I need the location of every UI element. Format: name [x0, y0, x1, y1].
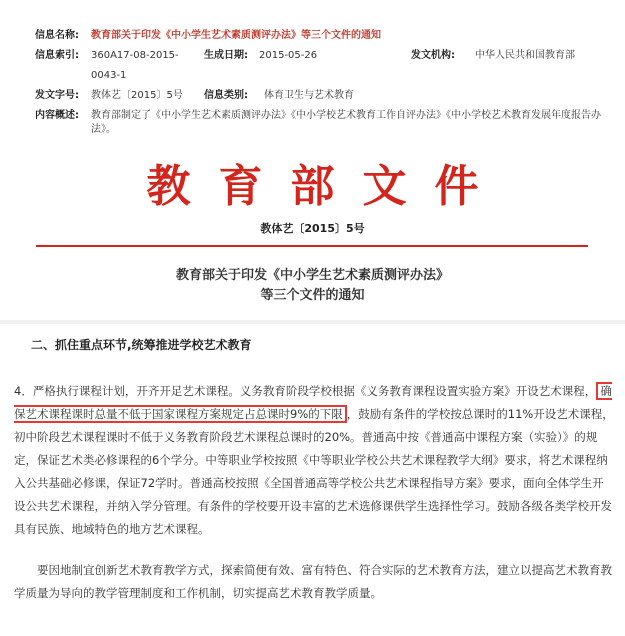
meta-title-label: 信息名称:	[35, 30, 79, 41]
document-number: 教体艺〔2015〕5号	[260, 222, 365, 235]
meta-issuer-label: 发文机构:	[411, 50, 455, 61]
article-body	[14, 380, 614, 623]
meta-date-label: 生成日期:	[204, 50, 248, 61]
meta-category-label: 信息类别:	[204, 90, 248, 101]
ministry-document-banner: 教育部文件	[146, 161, 507, 212]
paragraph-1-rest: ，鼓励有条件的学校按总课时的11%开设艺术课程，初中阶段艺术课程课时不低于义务教育阶段艺术课程总课时的20%。普通高中按《普通高中课程方案（实验）》的规定，保证艺术类必修课程的6个学分。中等职业学校按照《中等职业学校公共艺术课程教学大纲》要求，将艺术课程纳入公共基础必修课，保证72学时。普通高校按照《全国普通高等学校公共艺术课程指导方案》要求，面向全体学生开设公共艺术课程，并纳入学分管理。有条件的学校要开设丰富的艺术选修课供学生选择性学习。鼓励各级各类学校开发具有民族、地域特色的地方艺术课程。	[14, 407, 614, 536]
meta-docno-value: 教体艺〔2015〕5号	[91, 90, 183, 101]
paragraph-1	[14, 380, 614, 541]
paragraph-2: 要因地制宜创新艺术教育教学方式，探索简便有效、富有特色、符合实际的艺术教育方法，建立以提高艺术教育教学质量为导向的教学管理制度和工作机制，切实提高艺术教育教学质量。	[14, 563, 612, 600]
meta-title-value: 教育部关于印发《中小学生艺术素质测评办法》等三个文件的通知	[91, 30, 381, 41]
section-heading: 二、抓住重点环节,统筹推进学校艺术教育	[31, 338, 252, 352]
meta-summary-row	[35, 106, 615, 137]
red-rule-divider	[36, 245, 588, 247]
notice-title-line-2: 等三个文件的通知	[260, 288, 365, 303]
meta-date-value: 2015-05-26	[259, 50, 318, 61]
notice-title-line-1: 教育部关于印发《中小学生艺术素质测评办法》	[175, 268, 449, 283]
meta-index-value: 360A17-08-2015-0043-1	[91, 50, 179, 81]
meta-issuer-value: 中华人民共和国教育部	[475, 50, 575, 61]
highlighted-requirement: 确保艺术课程课时总量不低于国家课程方案规定占总课时9%的下限	[14, 384, 612, 421]
meta-docno-row	[35, 86, 615, 106]
section-divider	[0, 320, 625, 324]
meta-category-value: 体育卫生与艺术教育	[264, 90, 354, 101]
meta-index-row	[35, 46, 615, 86]
meta-index-label: 信息索引:	[35, 50, 79, 61]
meta-summary-value: 教育部制定了《中小学生艺术素质测评办法》《中小学校艺术教育工作自评办法》《中小学校艺术教育发展年度报告办法》。	[91, 110, 601, 135]
meta-summary-label: 内容概述:	[35, 110, 79, 121]
notice-title	[0, 266, 625, 306]
meta-title-row	[35, 26, 615, 46]
meta-docno-label: 发文字号:	[35, 90, 79, 101]
document-metadata	[35, 26, 615, 137]
paragraph-1-start: 4．严格执行课程计划，开齐开足艺术课程。义务教育阶段学校根据《义务教育课程设置实验方案》开设艺术课程，	[14, 384, 597, 398]
